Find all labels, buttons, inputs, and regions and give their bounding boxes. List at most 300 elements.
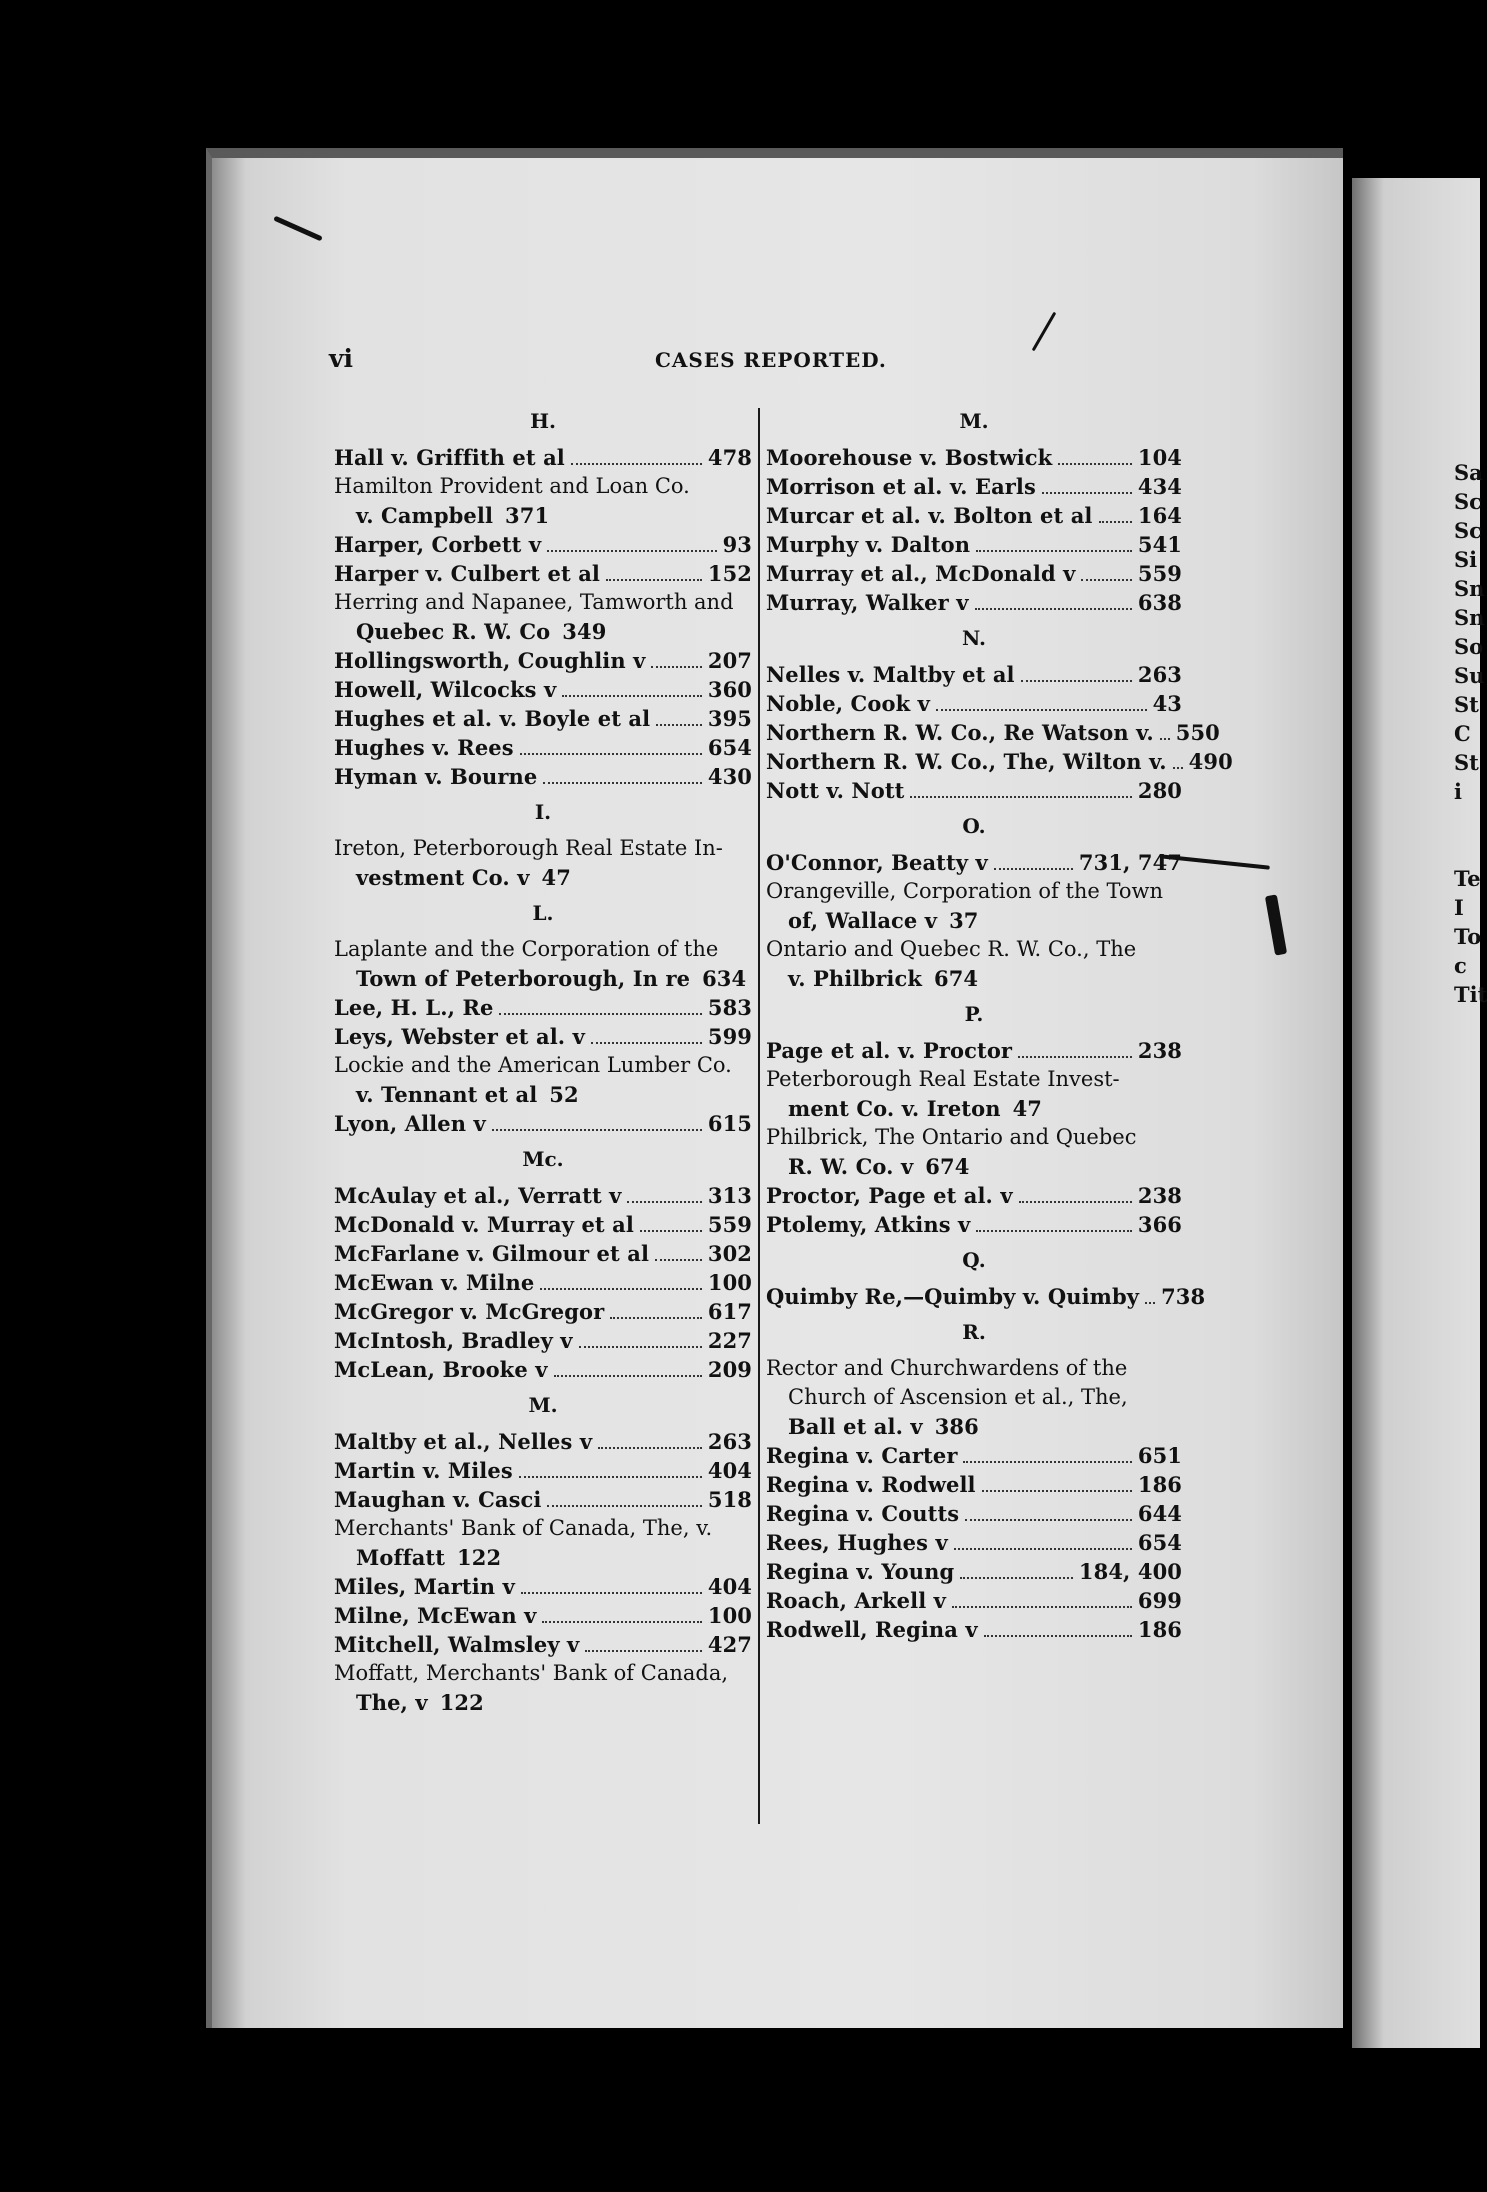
entry-line [766, 501, 1182, 530]
index-entry [766, 1528, 1182, 1557]
index-entry [334, 993, 752, 1022]
dot-leader [976, 1216, 1132, 1232]
entry-line [334, 1022, 752, 1051]
page-number: 371 [505, 503, 550, 528]
entry-line [334, 1326, 752, 1355]
entry-line [766, 1499, 1182, 1528]
index-entry [766, 1123, 1182, 1181]
entry-title: Page et al. v. Proctor [766, 1038, 1013, 1063]
section-letter: M. [959, 409, 989, 433]
page-number: 43 [1152, 691, 1182, 716]
entry-title: McDonald v. Murray et al [334, 1212, 634, 1237]
entry-line [334, 1239, 752, 1268]
page-number: 52 [549, 1082, 579, 1107]
dot-leader [520, 739, 702, 755]
index-entry [766, 1354, 1182, 1441]
page-number: 100 [707, 1270, 752, 1295]
entry-line [334, 646, 752, 675]
dot-leader [960, 1563, 1073, 1579]
section-letter: H. [530, 409, 556, 433]
entry-line [334, 993, 752, 1022]
index-entry [334, 1268, 752, 1297]
index-entry [334, 1601, 752, 1630]
edge-fragment: Sn [1454, 605, 1485, 630]
entry-title: Ireton, Peterborough Real Estate In- [334, 836, 723, 860]
entry-title: Hughes et al. v. Boyle et al [334, 706, 651, 731]
entry-title: Leys, Webster et al. v [334, 1024, 585, 1049]
entry-title-continued: Church of Ascension et al., The, [788, 1385, 1128, 1409]
entry-line [766, 1528, 1182, 1557]
entry-line [766, 588, 1182, 617]
entry-line [334, 443, 752, 472]
entry-line [334, 675, 752, 704]
dot-leader [1058, 449, 1132, 465]
entry-title: Harper, Corbett v [334, 532, 542, 557]
page-number: 186 [1137, 1472, 1182, 1497]
entry-title: Noble, Cook v [766, 691, 930, 716]
entry-title: Lyon, Allen v [334, 1111, 486, 1136]
edge-fragment: I [1454, 895, 1464, 920]
page-number: 313 [707, 1183, 752, 1208]
entry-line [334, 501, 752, 530]
dot-leader [499, 999, 701, 1015]
page-number: 731, 747 [1078, 850, 1182, 875]
page-number: 47 [541, 865, 571, 890]
entry-title: Mitchell, Walmsley v [334, 1632, 580, 1657]
dot-leader [1018, 1042, 1132, 1058]
page-number: 263 [1137, 662, 1182, 687]
index-entry [766, 1210, 1182, 1239]
section-letter: N. [962, 626, 986, 650]
entry-title: Murray et al., McDonald v [766, 561, 1076, 586]
entry-title: Roach, Arkell v [766, 1588, 946, 1613]
index-entry [334, 1210, 752, 1239]
entry-line [334, 1543, 752, 1572]
dot-leader [1173, 753, 1183, 769]
dot-leader [1021, 666, 1132, 682]
dot-leader [1042, 478, 1132, 494]
page-number: 615 [707, 1111, 752, 1136]
edge-fragment: Te [1454, 866, 1481, 891]
page-number: 559 [707, 1212, 752, 1237]
page-number: 366 [1137, 1212, 1182, 1237]
entry-title: Milne, McEwan v [334, 1603, 537, 1628]
edge-fragment: Su [1454, 663, 1485, 688]
entry-title: McLean, Brooke v [334, 1357, 548, 1382]
entry-title: Northern R. W. Co., The, Wilton v. [766, 749, 1167, 774]
edge-fragment: Sc [1454, 518, 1482, 543]
entry-title: Merchants' Bank of Canada, The, v. [334, 1516, 713, 1540]
entry-line [766, 1441, 1182, 1470]
index-entry [766, 776, 1182, 805]
index-entry [334, 1022, 752, 1051]
entry-line [766, 1282, 1206, 1311]
page-number: 651 [1137, 1443, 1182, 1468]
entry-line [334, 1109, 752, 1138]
page-number: 360 [707, 677, 752, 702]
edge-fragment: St [1454, 692, 1479, 717]
entry-line [766, 906, 1182, 935]
dot-leader [963, 1447, 1131, 1463]
page-number: 674 [934, 966, 979, 991]
index-entry [334, 1355, 752, 1384]
entry-line [766, 1557, 1182, 1586]
entry-title: Harper v. Culbert et al [334, 561, 600, 586]
page-number: 404 [707, 1574, 752, 1599]
dot-leader [579, 1332, 702, 1348]
page-number: 152 [707, 561, 752, 586]
entry-title: Murray, Walker v [766, 590, 969, 615]
section-letter: P. [964, 1002, 984, 1026]
entry-title: Moffatt, Merchants' Bank of Canada, [334, 1661, 729, 1685]
entry-title: Orangeville, Corporation of the Town [766, 879, 1164, 903]
index-entry [334, 1485, 752, 1514]
page-number: 404 [707, 1458, 752, 1483]
index-entry [766, 718, 1220, 747]
entry-line [766, 776, 1182, 805]
page-number: 238 [1137, 1038, 1182, 1063]
dot-leader [571, 449, 702, 465]
page-number: 122 [457, 1545, 502, 1570]
index-entry [334, 530, 752, 559]
page-number: 47 [1012, 1096, 1043, 1121]
entry-title: Maltby et al., Nelles v [334, 1429, 593, 1454]
page-number: 227 [707, 1328, 752, 1353]
entry-line [334, 1630, 752, 1659]
entry-title: O'Connor, Beatty v [766, 850, 988, 875]
index-entry [766, 935, 1182, 993]
dot-leader [542, 1607, 701, 1623]
dot-leader [936, 695, 1147, 711]
dot-leader [598, 1433, 702, 1449]
entry-line [766, 1412, 1182, 1441]
page-number: 395 [707, 706, 752, 731]
entry-line [766, 1094, 1182, 1123]
entry-title: Lee, H. L., Re [334, 995, 494, 1020]
edge-fragment [1454, 835, 1487, 864]
entry-line [766, 472, 1182, 501]
entry-line [334, 1601, 752, 1630]
page-number: 93 [722, 532, 752, 557]
entry-title-continued: Quebec R. W. Co [356, 619, 551, 644]
dot-leader [965, 1505, 1132, 1521]
entry-title: Martin v. Miles [334, 1458, 513, 1483]
entry-line [334, 1427, 752, 1456]
entry-line [334, 1456, 752, 1485]
entry-title-continued: Town of Peterborough, In re [356, 966, 691, 991]
index-entry [334, 935, 752, 993]
entry-line [766, 1181, 1182, 1210]
entry-title: Hall v. Griffith et al [334, 445, 565, 470]
entry-title: Rodwell, Regina v [766, 1617, 978, 1642]
section-letter: R. [962, 1320, 986, 1344]
index-entry [766, 1282, 1206, 1311]
entry-line [766, 530, 1182, 559]
section-letter: Mc. [522, 1147, 564, 1171]
section-letter: M. [528, 1393, 558, 1417]
entry-title: Herring and Napanee, Tamworth and [334, 590, 734, 614]
index-entry [334, 1572, 752, 1601]
running-head: CASES REPORTED. [655, 348, 887, 372]
page-number: 104 [1137, 445, 1182, 470]
entry-line [766, 1586, 1182, 1615]
entry-title: Regina v. Young [766, 1559, 955, 1584]
index-entry [334, 559, 752, 588]
entry-title: Northern R. W. Co., Re Watson v. [766, 720, 1154, 745]
page-number: 617 [707, 1299, 752, 1324]
page-number: 634 [702, 966, 747, 991]
entry-title: Murcar et al. v. Bolton et al [766, 503, 1093, 528]
entry-title: Moorehouse v. Bostwick [766, 445, 1053, 470]
index-entry [766, 848, 1182, 877]
entry-title: Murphy v. Dalton [766, 532, 971, 557]
entry-title: Lockie and the American Lumber Co. [334, 1053, 732, 1077]
dot-leader [656, 710, 702, 726]
index-entry [334, 834, 752, 892]
entry-title-continued: vestment Co. v [356, 865, 530, 890]
page-number: 550 [1175, 720, 1220, 745]
page-number: 302 [707, 1241, 752, 1266]
dot-leader [492, 1115, 702, 1131]
index-entry [766, 530, 1182, 559]
entry-title-continued: ment Co. v. Ireton [788, 1096, 1001, 1121]
entry-line [334, 1572, 752, 1601]
entry-line [334, 863, 752, 892]
entry-title-continued: Moffatt [356, 1545, 446, 1570]
page-number: 184, 400 [1078, 1559, 1182, 1584]
dot-leader [591, 1028, 702, 1044]
dot-leader [547, 536, 716, 552]
index-entry [334, 1297, 752, 1326]
page-number: 699 [1137, 1588, 1182, 1613]
entry-title: Miles, Martin v [334, 1574, 515, 1599]
entry-line [766, 689, 1182, 718]
page-number: 490 [1188, 749, 1233, 774]
index-entry [766, 877, 1182, 935]
dot-leader [585, 1636, 702, 1652]
section-letter: O. [962, 814, 986, 838]
entry-title: McEwan v. Milne [334, 1270, 535, 1295]
entry-line [766, 660, 1182, 689]
index-entry [766, 747, 1233, 776]
entry-line [766, 848, 1182, 877]
entry-title-continued: R. W. Co. v [788, 1154, 914, 1179]
dot-leader [976, 536, 1132, 552]
index-entry [766, 588, 1182, 617]
dot-leader [651, 652, 701, 668]
index-entry [334, 733, 752, 762]
entry-line [766, 964, 1182, 993]
index-entry [334, 646, 752, 675]
page-number: 100 [707, 1603, 752, 1628]
index-entry [334, 1630, 752, 1659]
index-entry [766, 689, 1182, 718]
dot-leader [554, 1361, 702, 1377]
edge-fragment: Sa [1454, 460, 1483, 485]
entry-title-continued: v. Campbell [356, 503, 494, 528]
dot-leader [606, 565, 702, 581]
entry-line [334, 1355, 752, 1384]
index-entry [766, 1441, 1182, 1470]
dot-leader [1099, 507, 1132, 523]
entry-title: Regina v. Coutts [766, 1501, 960, 1526]
entry-line [334, 1297, 752, 1326]
index-entry [334, 588, 752, 646]
dot-leader [954, 1534, 1132, 1550]
section-letter: I. [534, 800, 552, 824]
entry-title: McIntosh, Bradley v [334, 1328, 573, 1353]
index-entry [334, 1239, 752, 1268]
index-entry [766, 501, 1182, 530]
adjacent-page-text [1454, 458, 1487, 1009]
page-number: 164 [1137, 503, 1182, 528]
left-index-column [334, 400, 752, 1717]
entry-line [766, 1036, 1182, 1065]
dot-leader [1145, 1288, 1155, 1304]
index-entry [766, 1586, 1182, 1615]
entry-line [766, 718, 1220, 747]
edge-fragment: Tit [1454, 982, 1487, 1007]
page-number: 599 [707, 1024, 752, 1049]
entry-title: Hughes v. Rees [334, 735, 514, 760]
dot-leader [994, 854, 1073, 870]
index-entry [334, 443, 752, 472]
entry-line [334, 1080, 752, 1109]
entry-title: Philbrick, The Ontario and Quebec [766, 1125, 1137, 1149]
entry-title: McFarlane v. Gilmour et al [334, 1241, 650, 1266]
entry-line [766, 747, 1233, 776]
page-number: 644 [1137, 1501, 1182, 1526]
entry-title: Maughan v. Casci [334, 1487, 542, 1512]
page-number: 122 [439, 1690, 484, 1715]
index-entry [766, 1499, 1182, 1528]
index-entry [766, 472, 1182, 501]
index-entry [334, 1514, 752, 1572]
index-entry [334, 675, 752, 704]
dot-leader [540, 1274, 702, 1290]
page-number: 207 [707, 648, 752, 673]
edge-fragment: To [1454, 924, 1482, 949]
entry-line [334, 559, 752, 588]
edge-fragment: Si [1454, 547, 1478, 572]
index-entry [334, 1181, 752, 1210]
page-number: 674 [925, 1154, 970, 1179]
dot-leader [952, 1592, 1132, 1608]
page-number: 518 [707, 1487, 752, 1512]
entry-line [766, 559, 1182, 588]
index-entry [766, 1557, 1182, 1586]
entry-line [334, 1268, 752, 1297]
index-entry [334, 704, 752, 733]
page-number: 238 [1137, 1183, 1182, 1208]
entry-title: Hyman v. Bourne [334, 764, 538, 789]
page-number: 478 [707, 445, 752, 470]
dot-leader [519, 1462, 702, 1478]
index-entry [766, 559, 1182, 588]
entry-title: Howell, Wilcocks v [334, 677, 557, 702]
entry-line [766, 1210, 1182, 1239]
dot-leader [610, 1303, 702, 1319]
entry-title-continued: of, Wallace v [788, 908, 938, 933]
dot-leader [547, 1491, 701, 1507]
page-number: 427 [707, 1632, 752, 1657]
entry-title: Nott v. Nott [766, 778, 905, 803]
page-number: 280 [1137, 778, 1182, 803]
edge-fragment: C [1454, 721, 1471, 746]
page-number: 654 [1137, 1530, 1182, 1555]
entry-title: Regina v. Carter [766, 1443, 958, 1468]
page-number: 434 [1137, 474, 1182, 499]
entry-line [334, 1181, 752, 1210]
page-folio: vi [329, 344, 354, 373]
dot-leader [640, 1216, 702, 1232]
index-entry [766, 1065, 1182, 1123]
page-number: 638 [1137, 590, 1182, 615]
entry-title: Nelles v. Maltby et al [766, 662, 1015, 687]
entry-title-continued: Ball et al. v [788, 1414, 923, 1439]
section-letter: L. [532, 901, 554, 925]
index-entry [334, 1109, 752, 1138]
dot-leader [1081, 565, 1131, 581]
index-entry [766, 443, 1182, 472]
edge-fragment: i [1454, 779, 1462, 804]
entry-line [334, 704, 752, 733]
page-number: 583 [707, 995, 752, 1020]
index-entry [766, 1470, 1182, 1499]
page-number: 430 [707, 764, 752, 789]
entry-title-continued: v. Philbrick [788, 966, 922, 991]
page-number: 349 [562, 619, 607, 644]
section-letter: Q. [962, 1248, 986, 1272]
page-number: 263 [707, 1429, 752, 1454]
entry-line [766, 443, 1182, 472]
page-number: 654 [707, 735, 752, 760]
index-entry [334, 1326, 752, 1355]
entry-title: Proctor, Page et al. v [766, 1183, 1013, 1208]
edge-fragment: Sn [1454, 576, 1485, 601]
page-number: 209 [707, 1357, 752, 1382]
edge-fragment: So [1454, 634, 1484, 659]
page-number: 186 [1137, 1617, 1182, 1642]
entry-title: Morrison et al. v. Earls [766, 474, 1036, 499]
edge-fragment [1454, 806, 1487, 835]
entry-title: Quimby Re,—Quimby v. Quimby [766, 1284, 1140, 1309]
entry-title: Rector and Churchwardens of the [766, 1356, 1128, 1380]
index-entry [334, 1427, 752, 1456]
right-index-column [766, 400, 1233, 1644]
page-number: 37 [949, 908, 979, 933]
entry-title-continued: v. Tennant et al [356, 1082, 538, 1107]
column-divider [758, 408, 760, 1824]
entry-title: Ontario and Quebec R. W. Co., The [766, 937, 1137, 961]
entry-line [766, 1152, 1182, 1181]
entry-line [334, 733, 752, 762]
edge-fragment: c [1454, 953, 1467, 978]
entry-title: Regina v. Rodwell [766, 1472, 976, 1497]
entry-line [334, 1210, 752, 1239]
edge-fragment: St [1454, 750, 1479, 775]
index-entry [334, 762, 752, 791]
index-entry [766, 1615, 1182, 1644]
entry-title: Rees, Hughes v [766, 1530, 948, 1555]
entry-title-continued: The, v [356, 1690, 428, 1715]
entry-title: Laplante and the Corporation of the [334, 937, 719, 961]
dot-leader [627, 1187, 701, 1203]
entry-title: Peterborough Real Estate Invest- [766, 1067, 1120, 1091]
dot-leader [562, 681, 702, 697]
dot-leader [982, 1476, 1132, 1492]
dot-leader [521, 1578, 702, 1594]
